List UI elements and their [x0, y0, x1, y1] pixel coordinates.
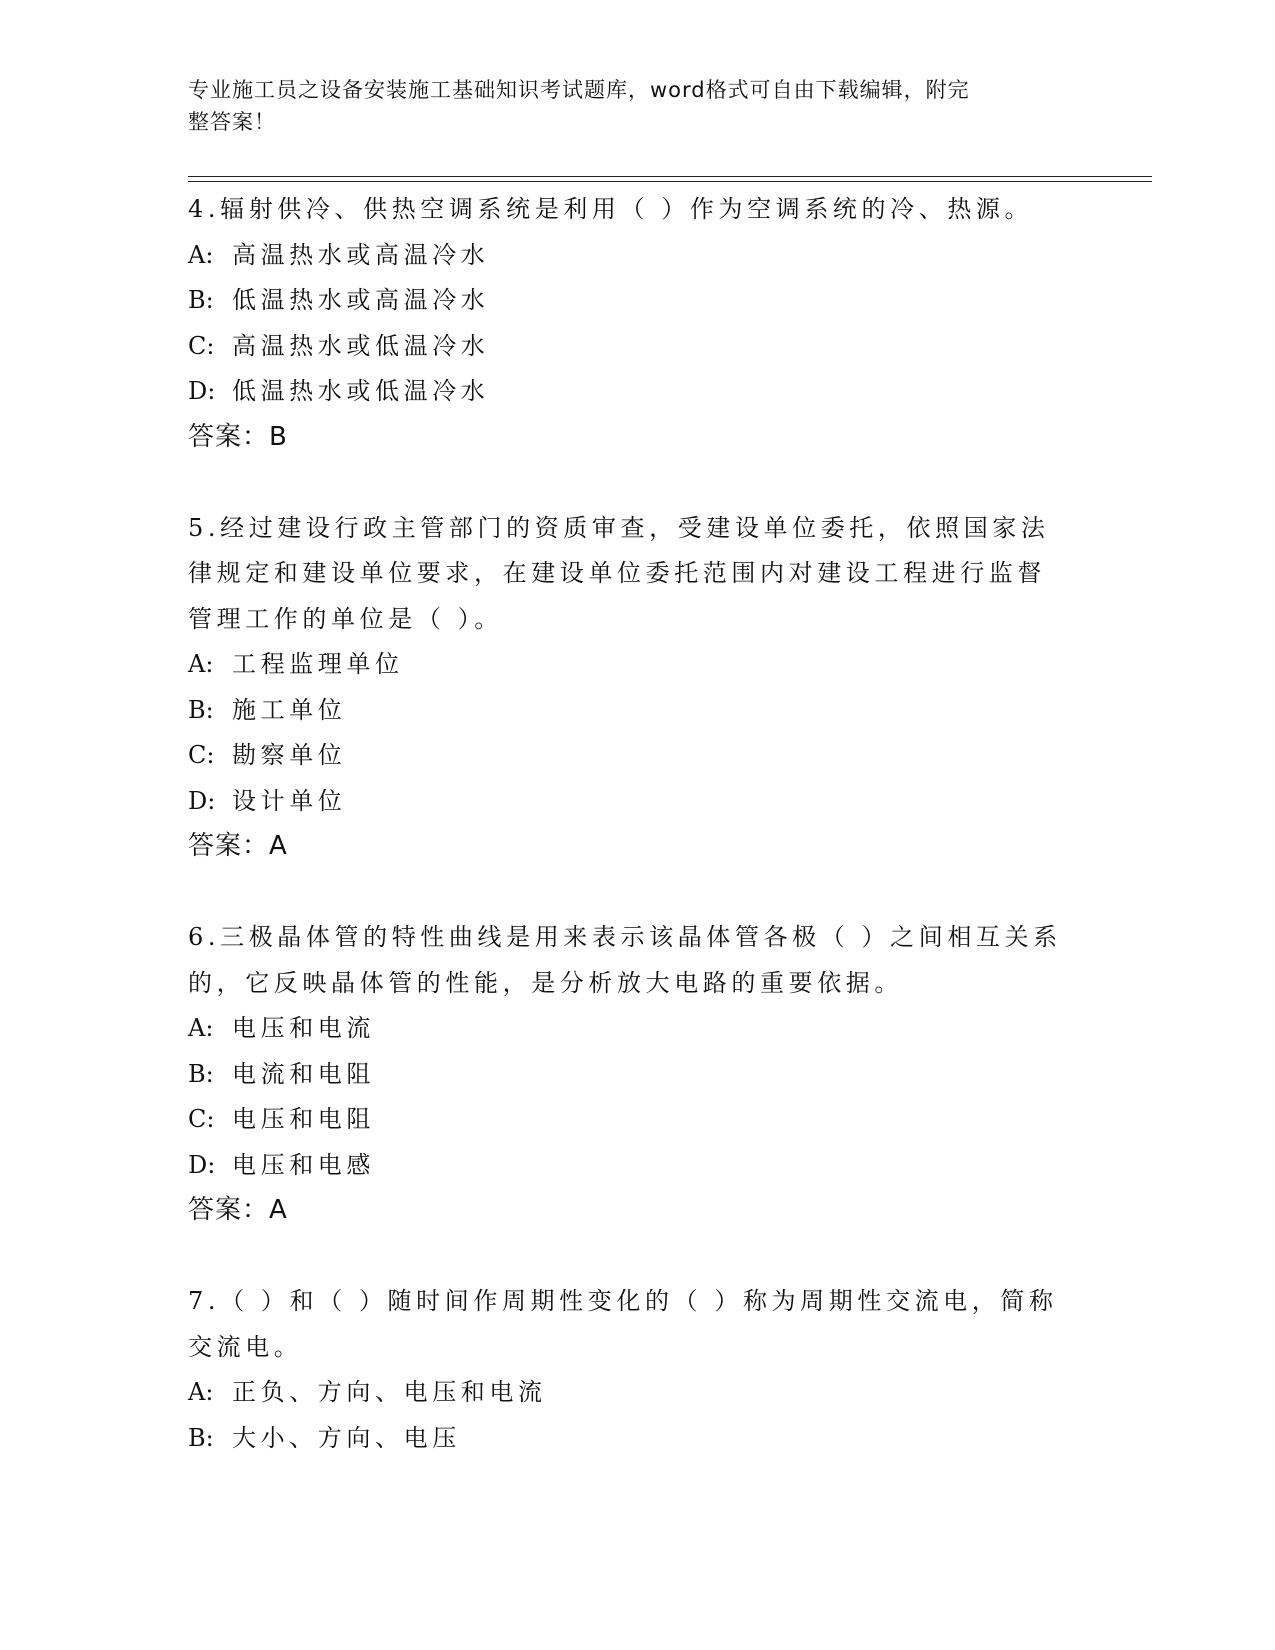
question-spacer	[188, 870, 1088, 916]
question-stem: 交流电。	[188, 1332, 303, 1361]
option-text: 大小、方向、电压	[232, 1423, 461, 1452]
question-5	[188, 506, 1088, 870]
option-text: 电压和电阻	[232, 1105, 375, 1133]
option-b	[188, 688, 1088, 734]
question-stem: 管理工作的单位是（ ）。	[188, 604, 503, 633]
option-c	[188, 324, 1088, 370]
question-stem: 的，它反映晶体管的性能，是分析放大电路的重要依据。	[188, 968, 903, 997]
option-d	[188, 369, 1088, 415]
answer-label: 答案：A	[188, 1195, 288, 1225]
question-stem: 7.（ ）和（ ）随时间作周期性变化的（ ）称为周期性交流电，简称	[188, 1287, 1058, 1315]
option-text: 正负、方向、电压和电流	[232, 1378, 547, 1406]
option-a	[188, 1370, 1088, 1416]
option-d	[188, 779, 1088, 825]
question-6	[188, 915, 1088, 1234]
option-prefix: B:	[188, 1423, 214, 1452]
option-text: 工程监理单位	[232, 650, 404, 678]
option-b	[188, 1052, 1088, 1098]
question-7	[188, 1279, 1088, 1461]
question-stem: 6.三极晶体管的特性曲线是用来表示该晶体管各极（ ）之间相互关系	[188, 923, 1062, 951]
question-spacer	[188, 460, 1088, 506]
answer-label: 答案：A	[188, 831, 288, 861]
option-text: 电压和电流	[232, 1014, 375, 1042]
document-header	[188, 74, 1068, 138]
option-prefix: D:	[188, 786, 216, 815]
option-prefix: C:	[188, 331, 215, 360]
option-a	[188, 1006, 1088, 1052]
option-prefix: B:	[188, 695, 214, 724]
option-prefix: A:	[188, 650, 214, 678]
option-text: 设计单位	[232, 786, 347, 815]
header-line-1: 专业施工员之设备安装施工基础知识考试题库，word格式可自由下载编辑，附完	[188, 78, 970, 102]
answer-label: 答案：B	[188, 421, 288, 452]
question-spacer	[188, 1234, 1088, 1280]
header-line-2: 整答案！	[188, 110, 276, 134]
option-prefix: A:	[188, 240, 214, 269]
option-prefix: A:	[188, 1378, 214, 1406]
option-a	[188, 233, 1088, 279]
question-4	[188, 187, 1088, 460]
option-b	[188, 1416, 1088, 1462]
option-prefix: B:	[188, 286, 214, 314]
option-text: 低温热水或低温冷水	[232, 377, 490, 405]
question-stem: 5.经过建设行政主管部门的资质审查，受建设单位委托，依照国家法	[188, 513, 1050, 542]
option-c	[188, 1097, 1088, 1143]
option-text: 高温热水或高温冷水	[232, 240, 490, 269]
header-divider-top	[188, 176, 1152, 177]
question-list	[188, 187, 1088, 1461]
option-c	[188, 733, 1088, 779]
option-prefix: C:	[188, 741, 215, 769]
option-d	[188, 1143, 1088, 1189]
option-text: 电压和电感	[232, 1150, 375, 1179]
question-stem: 4.辐射供冷、供热空调系统是利用（ ）作为空调系统的冷、热源。	[188, 195, 1034, 223]
option-text: 低温热水或高温冷水	[232, 286, 490, 314]
option-prefix: D:	[188, 377, 216, 405]
question-stem: 律规定和建设单位要求，在建设单位委托范围内对建设工程进行监督	[188, 559, 1046, 587]
option-prefix: D:	[188, 1150, 216, 1179]
option-text: 电流和电阻	[232, 1059, 375, 1088]
option-text: 勘察单位	[232, 741, 347, 769]
option-prefix: A:	[188, 1014, 214, 1042]
option-text: 施工单位	[232, 695, 347, 724]
option-prefix: B:	[188, 1059, 214, 1088]
option-prefix: C:	[188, 1105, 215, 1133]
option-b	[188, 278, 1088, 324]
header-divider-bottom	[188, 181, 1152, 182]
option-text: 高温热水或低温冷水	[232, 331, 490, 360]
option-a	[188, 642, 1088, 688]
